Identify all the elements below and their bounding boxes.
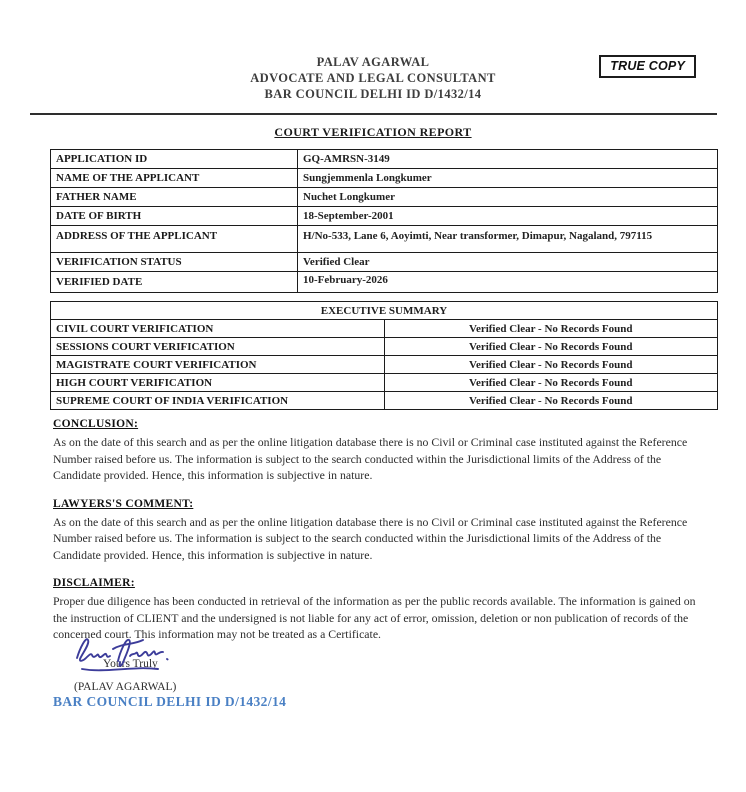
table-row [51, 226, 718, 253]
lawyers-comment-section [53, 498, 701, 564]
row-value: Nuchet Longkumer [298, 188, 718, 207]
row-value: H/No-533, Lane 6, Aoyimti, Near transformer, Dimapur, Nagaland, 797115 [298, 226, 718, 253]
advocate-name: PALAV AGARWAL [316, 55, 430, 69]
table-row [51, 207, 718, 226]
row-label: HIGH COURT VERIFICATION [51, 374, 385, 392]
table-row [51, 356, 718, 374]
row-label: CIVIL COURT VERIFICATION [51, 320, 385, 338]
row-value: Verified Clear [298, 253, 718, 272]
conclusion-section [53, 418, 701, 484]
row-value: GQ-AMRSN-3149 [298, 150, 718, 169]
row-value: Verified Clear - No Records Found [384, 338, 718, 356]
disclaimer-heading: DISCLAIMER: [53, 577, 135, 589]
row-value: Verified Clear - No Records Found [384, 374, 718, 392]
conclusion-body: As on the date of this search and as per the online litigation database there is no Civil or Criminal case instituted against the Reference Number raised before us. The information is subject to the search conducted within the Jurisdictional limits of the Address of the Candidate provided. Hence, this information is subjective in nature. [53, 435, 688, 482]
row-label: SESSIONS COURT VERIFICATION [51, 338, 385, 356]
row-label: VERIFIED DATE [51, 272, 298, 293]
row-label: SUPREME COURT OF INDIA VERIFICATION [51, 392, 385, 410]
bar-council-id-line: BAR COUNCIL DELHI ID D/1432/14 [53, 694, 287, 709]
lawyers-comment-body: As on the date of this search and as per the online litigation database there is no Civil or Criminal case instituted against the Reference Number raised before us. The information is subject to the search conducted within the Jurisdictional limits of the Address of the Candidate provided. Hence, this information is subjective in nature. [53, 514, 688, 562]
handwritten-signature [70, 628, 182, 685]
executive-summary-table [50, 301, 718, 410]
row-label: VERIFICATION STATUS [51, 253, 298, 272]
signature-ink-icon [70, 628, 182, 680]
table-row [51, 169, 718, 188]
row-value: 10-February-2026 [298, 272, 718, 293]
typed-signatory-name: (PALAV AGARWAL) [74, 681, 177, 693]
table-row [51, 272, 718, 293]
report-title: COURT VERIFICATION REPORT [274, 125, 472, 139]
table-row [51, 150, 718, 169]
table-row [51, 188, 718, 207]
row-value: Verified Clear - No Records Found [384, 356, 718, 374]
executive-summary-heading: EXECUTIVE SUMMARY [51, 302, 718, 320]
applicant-details-table [50, 149, 718, 293]
row-label: APPLICATION ID [51, 150, 298, 169]
closing-text: Yours Truly [103, 657, 158, 670]
lawyers-comment-heading: LAWYERS'S COMMENT: [53, 497, 194, 510]
row-label: FATHER NAME [51, 188, 298, 207]
advocate-bar-id: BAR COUNCIL DELHI ID D/1432/14 [264, 87, 482, 101]
row-value: Verified Clear - No Records Found [384, 392, 718, 410]
conclusion-heading: CONCLUSION: [53, 418, 139, 430]
disclaimer-body: Proper due diligence has been conducted in retrieval of the information as per the public records available. The information is gained on the instruction of CLIENT and the undersigned is not liable for any act of error, omission, deletion or non publication of records of the concerned court. This information may not be treated as a Certificate. [53, 594, 696, 641]
header-divider [30, 113, 717, 115]
summary-header-row [51, 302, 718, 320]
row-label: DATE OF BIRTH [51, 207, 298, 226]
advocate-designation: ADVOCATE AND LEGAL CONSULTANT [250, 71, 496, 85]
table-row [51, 392, 718, 410]
row-value: 18-September-2001 [298, 207, 718, 226]
table-row [51, 320, 718, 338]
table-row [51, 374, 718, 392]
true-copy-stamp: TRUE COPY [599, 55, 696, 78]
row-value: Sungjemmenla Longkumer [298, 169, 718, 188]
letterhead [0, 0, 746, 102]
row-label: ADDRESS OF THE APPLICANT [51, 226, 298, 253]
table-row [51, 338, 718, 356]
table-row [51, 253, 718, 272]
row-label: NAME OF THE APPLICANT [51, 169, 298, 188]
row-value: Verified Clear - No Records Found [384, 320, 718, 338]
row-label: MAGISTRATE COURT VERIFICATION [51, 356, 385, 374]
